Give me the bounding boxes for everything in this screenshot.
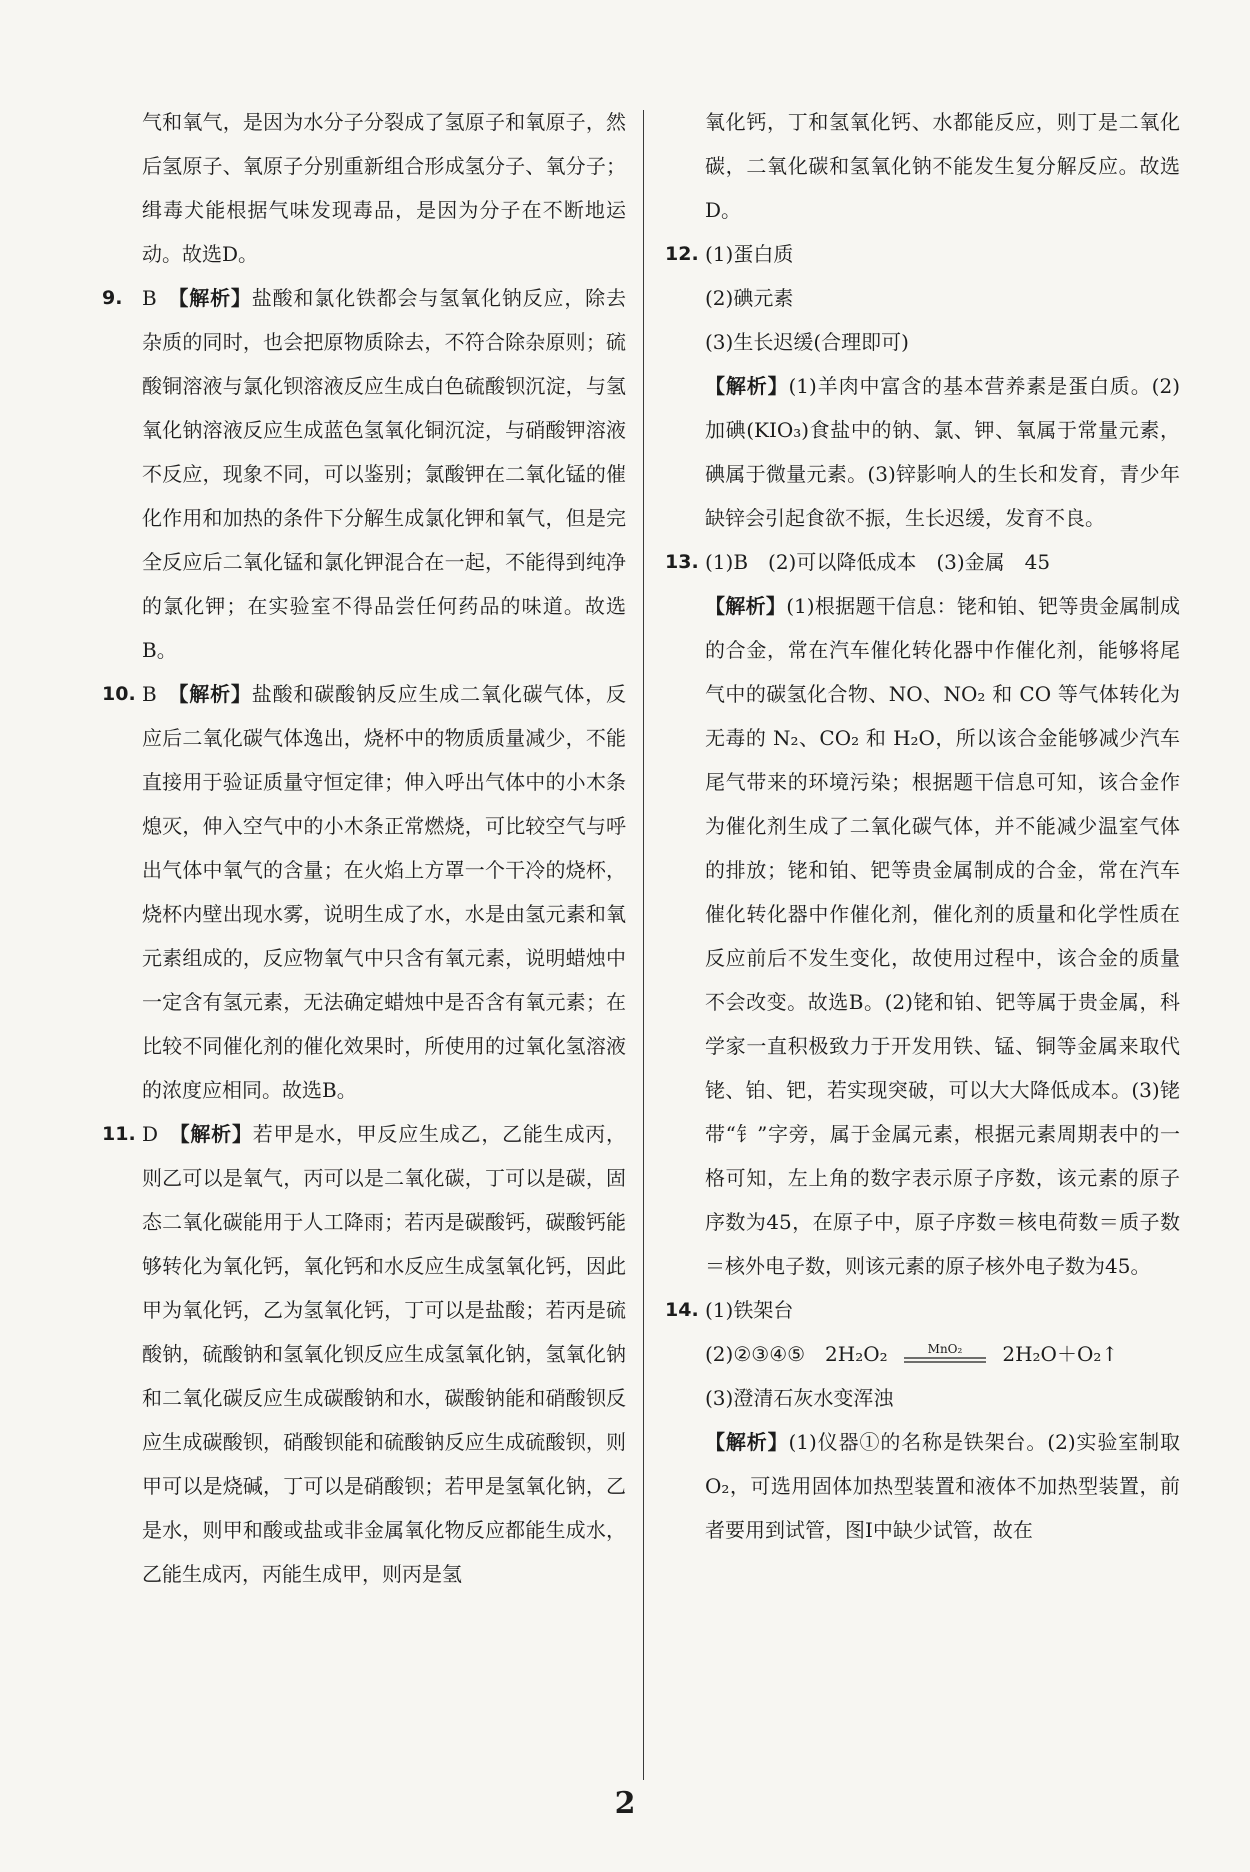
- catalyst-label: MnO₂: [927, 1341, 963, 1356]
- analysis-tag: 【解析】: [179, 1122, 253, 1146]
- answer-line: (1)蛋白质: [705, 242, 794, 266]
- analysis-tag: 【解析】: [705, 374, 789, 398]
- answer-line: (3)生长迟缓(合理即可): [705, 330, 909, 354]
- continued-paragraph: 气和氧气，是因为水分子分裂成了氢原子和氧原子，然后氢原子、氧原子分别重新组合形成氢分子、氧分子；缉毒犬能根据气味发现毒品，是因为分子在不断地运动。故选D。: [142, 110, 626, 266]
- analysis-text: (1)根据题干信息：铑和铂、钯等贵金属制成的合金，常在汽车催化转化器中作催化剂，能够将尾气中的碳氢化合物、NO、NO₂ 和 CO 等气体转化为无毒的 N₂、CO₂ 和 H₂O，所以该合金能够减少汽车尾气带来的环境污染；根据题干信息可知，该合金作为催化剂生成了二氧化碳气体，并不能减少温室气体的排放；铑和铂、钯等贵金属制成的合金，常在汽车催化转化器中作催化剂，催化剂的质量和化学性质在反应前后不发生变化，故使用过程中，该合金的质量不会改变。故选B。(2)铑和铂、钯等属于贵金属，科学家一直积极致力于开发用铁、锰、铜等金属来取代铑、铂、钯，若实现突破，可以大大降低成本。(3)铑带“钅”字旁，属于金属元素，根据元素周期表中的一格可知，左上角的数字表示原子序数，该元素的原子序数为45，在原子中，原子序数＝核电荷数＝质子数＝核外电子数，则该元素的原子核外电子数为45。: [705, 594, 1180, 1278]
- page-number: 2: [614, 1786, 636, 1821]
- equation-products: 2H₂O＋O₂↑: [1002, 1342, 1119, 1366]
- analysis-text: (1)羊肉中富含的基本营养素是蛋白质。(2)加碘(KIO₃)食盐中的钠、氯、钾、氧属于常量元素，碘属于微量元素。(3)锌影响人的生长和发育，青少年缺锌会引起食欲不振，生长迟缓，发育不良。: [705, 374, 1180, 530]
- answer-choice: D: [142, 1122, 159, 1146]
- answer-line: (1)B (2)可以降低成本 (3)金属 45: [705, 550, 1051, 574]
- continued-paragraph: 氧化钙，丁和氢氧化钙、水都能反应，则丁是二氧化碳，二氧化碳和氢氧化钠不能发生复分解反应。故选D。: [705, 110, 1180, 222]
- equation-line: [705, 1332, 1180, 1376]
- question-number: 10.: [102, 683, 136, 705]
- question-number: 13.: [665, 551, 699, 573]
- analysis-tag: 【解析】: [705, 594, 787, 618]
- left-column: [102, 100, 626, 1596]
- analysis-text: 盐酸和氯化铁都会与氢氧化钠反应，除去杂质的同时，也会把原物质除去，不符合除杂原则；硫酸铜溶液与氯化钡溶液反应生成白色硫酸钡沉淀，与氢氧化钠溶液反应生成蓝色氢氧化铜沉淀，与硝酸钾溶液不反应，现象不同，可以鉴别；氯酸钾在二氧化锰的催化作用和加热的条件下分解生成氯化钾和氧气，但是完全反应后二氧化锰和氯化钾混合在一起，不能得到纯净的氯化钾；在实验室不得品尝任何药品的味道。故选B。: [142, 286, 627, 662]
- question-number: 11.: [102, 1123, 136, 1145]
- question-number: 12.: [665, 243, 699, 265]
- answer-14: [665, 1288, 1180, 1552]
- column-divider: [643, 110, 644, 1780]
- equation-reactants: (2)②③④⑤ 2H₂O₂: [705, 1342, 888, 1366]
- answer-choice: B: [142, 682, 157, 706]
- right-column: [665, 100, 1180, 1552]
- answer-9: [102, 276, 626, 672]
- analysis-text: (1)仪器①的名称是铁架台。(2)实验室制取 O₂，可选用固体加热型装置和液体不加热型装置，前者要用到试管，图Ⅰ中缺少试管，故在: [705, 1430, 1180, 1542]
- answer-10: [102, 672, 626, 1112]
- analysis-tag: 【解析】: [178, 286, 252, 310]
- answer-11: [102, 1112, 626, 1596]
- analysis-text: 若甲是水，甲反应生成乙，乙能生成丙，则乙可以是氧气，丙可以是二氧化碳，丁可以是碳，固态二氧化碳能用于人工降雨；若丙是碳酸钙，碳酸钙能够转化为氧化钙，氧化钙和水反应生成氢氧化钙，因此甲为氧化钙，乙为氢氧化钙，丁可以是盐酸；若丙是硫酸钠，硫酸钠和氢氧化钡反应生成氢氧化钠，氢氧化钠和二氧化碳反应生成碳酸钠和水，碳酸钠能和硝酸钡反应生成碳酸钡，硝酸钡能和硫酸钠反应生成硫酸钡，则甲可以是烧碱，丁可以是硝酸钡；若甲是氢氧化钠，乙是水，则甲和酸或盐或非金属氧化物反应都能生成水，乙能生成丙，丙能生成甲，则丙是氢: [142, 1122, 627, 1586]
- question-number: 9.: [102, 287, 123, 309]
- answer-12: [665, 232, 1180, 540]
- answer-line: (1)铁架台: [705, 1298, 794, 1322]
- question-number: 14.: [665, 1299, 699, 1321]
- answer-line: (3)澄清石灰水变浑浊: [705, 1386, 894, 1410]
- analysis-tag: 【解析】: [705, 1430, 789, 1454]
- analysis-text: 盐酸和碳酸钠反应生成二氧化碳气体，反应后二氧化碳气体逸出，烧杯中的物质质量减少，不能直接用于验证质量守恒定律；伸入呼出气体中的小木条熄灭，伸入空气中的小木条正常燃烧，可比较空气与呼出气体中氧气的含量；在火焰上方罩一个干冷的烧杯，烧杯内壁出现水雾，说明生成了水，水是由氢元素和氧元素组成的，反应物氧气中只含有氧元素，说明蜡烛中一定含有氢元素，无法确定蜡烛中是否含有氧元素；在比较不同催化剂的催化效果时，所使用的过氧化氢溶液的浓度应相同。故选B。: [142, 682, 627, 1102]
- answer-13: [665, 540, 1180, 1288]
- analysis-tag: 【解析】: [178, 682, 252, 706]
- reaction-arrow: [900, 1341, 990, 1371]
- answer-choice: B: [142, 286, 157, 310]
- answer-line: (2)碘元素: [705, 286, 794, 310]
